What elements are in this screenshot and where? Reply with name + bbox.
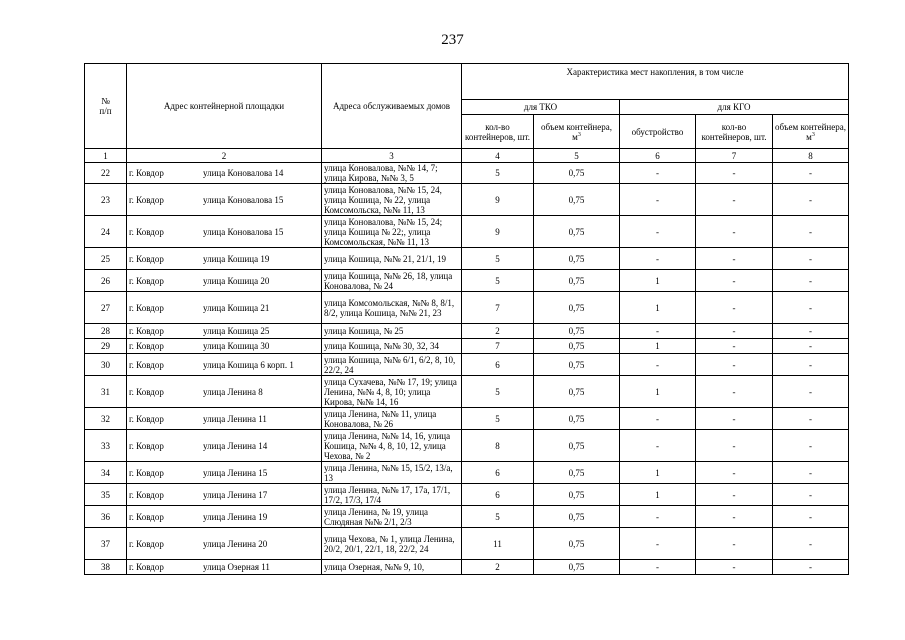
site-address: [127, 484, 322, 506]
site-address: [127, 216, 322, 248]
tko-count: 5: [462, 408, 534, 430]
container-sites-table: [84, 63, 849, 575]
kgo-count: -: [696, 292, 773, 324]
column-number: 3: [322, 149, 462, 163]
column-number: 4: [462, 149, 534, 163]
header-kgo-volume-unit: 3: [811, 131, 815, 138]
tko-volume: 0,75: [534, 354, 620, 376]
column-number: 8: [773, 149, 849, 163]
header-num-label: № п/п: [99, 96, 112, 116]
row-number: 27: [85, 292, 127, 324]
tko-count: 6: [462, 484, 534, 506]
site-address: [127, 339, 322, 354]
kgo-equipment: -: [620, 560, 696, 575]
kgo-volume: -: [773, 324, 849, 339]
tko-volume: 0,75: [534, 484, 620, 506]
site-city: г. Ковдор: [129, 253, 164, 264]
row-number: 36: [85, 506, 127, 528]
kgo-volume: -: [773, 248, 849, 270]
kgo-count: -: [696, 184, 773, 216]
kgo-volume: -: [773, 408, 849, 430]
site-address: [127, 163, 322, 184]
site-street: улица Кошица 6 корп. 1: [203, 359, 294, 370]
site-street: улица Кошица 21: [203, 302, 270, 313]
kgo-equipment: -: [620, 408, 696, 430]
kgo-equipment: -: [620, 216, 696, 248]
kgo-count: -: [696, 462, 773, 484]
tko-volume: 0,75: [534, 216, 620, 248]
header-tko-volume-unit: 3: [577, 131, 581, 138]
table-row: [85, 506, 849, 528]
table-row: [85, 528, 849, 560]
site-address: [127, 528, 322, 560]
kgo-equipment: 1: [620, 484, 696, 506]
column-numbers-row: [85, 149, 849, 163]
kgo-volume: -: [773, 430, 849, 462]
site-city: г. Ковдор: [129, 562, 164, 572]
tko-volume: 0,75: [534, 339, 620, 354]
site-address: [127, 506, 322, 528]
kgo-count: -: [696, 163, 773, 184]
kgo-volume: -: [773, 528, 849, 560]
kgo-equipment: -: [620, 354, 696, 376]
site-address: [127, 354, 322, 376]
served-houses: улица Ленина, №№ 15, 15/2, 13/а, 13: [322, 462, 462, 484]
header-tko-volume-label: объем контейнера, м: [541, 121, 612, 142]
table-row: [85, 484, 849, 506]
served-houses: улица Сухачева, №№ 17, 19; улица Ленина, №№ 4, 8, 10; улица Кирова, №№ 14, 16: [322, 376, 462, 408]
table-row: [85, 354, 849, 376]
row-number: 26: [85, 270, 127, 292]
served-houses: улица Коновалова, №№ 15, 24, улица Кошица, № 22, улица Комсомольска, №№ 11, 13: [322, 184, 462, 216]
kgo-count: -: [696, 506, 773, 528]
table-row: [85, 430, 849, 462]
table-row: [85, 184, 849, 216]
header-kgo-volume-label: объем контейнера, м: [775, 121, 846, 142]
kgo-count: -: [696, 408, 773, 430]
site-street: улица Коновалова 15: [203, 194, 284, 205]
kgo-volume: -: [773, 163, 849, 184]
row-number: 32: [85, 408, 127, 430]
site-city: г. Ковдор: [129, 440, 164, 451]
kgo-equipment: 1: [620, 376, 696, 408]
served-houses: улица Ленина, № 19, улица Слюдяная №№ 2/1, 2/3: [322, 506, 462, 528]
tko-count: 7: [462, 292, 534, 324]
site-street: улица Ленина 14: [203, 440, 268, 451]
tko-count: 9: [462, 184, 534, 216]
table-row: [85, 270, 849, 292]
site-address: [127, 430, 322, 462]
served-houses: улица Озерная, №№ 9, 10,: [322, 560, 462, 575]
header-tko-count: кол-во контейнеров, шт.: [462, 115, 534, 149]
kgo-count: -: [696, 354, 773, 376]
tko-volume: 0,75: [534, 560, 620, 575]
kgo-equipment: 1: [620, 292, 696, 324]
kgo-count: -: [696, 248, 773, 270]
page-number: 237: [441, 32, 464, 48]
site-street: улица Ленина 15: [203, 467, 268, 478]
table-row: [85, 408, 849, 430]
kgo-count: -: [696, 560, 773, 575]
site-street: улица Ленина 8: [203, 386, 263, 397]
kgo-count: -: [696, 528, 773, 560]
header-site-address: Адрес контейнерной площадки: [127, 64, 322, 149]
tko-volume: 0,75: [534, 430, 620, 462]
row-number: 29: [85, 339, 127, 354]
site-street: улица Кошица 30: [203, 341, 270, 351]
kgo-volume: -: [773, 506, 849, 528]
tko-count: 5: [462, 270, 534, 292]
tko-count: 7: [462, 339, 534, 354]
tko-volume: 0,75: [534, 528, 620, 560]
column-number: 5: [534, 149, 620, 163]
tko-count: 8: [462, 430, 534, 462]
site-city: г. Ковдор: [129, 538, 164, 549]
tko-volume: 0,75: [534, 506, 620, 528]
tko-count: 2: [462, 324, 534, 339]
served-houses: улица Кошица, № 25: [322, 324, 462, 339]
tko-volume: 0,75: [534, 462, 620, 484]
kgo-volume: -: [773, 184, 849, 216]
site-city: г. Ковдор: [129, 467, 164, 478]
kgo-volume: -: [773, 376, 849, 408]
row-number: 31: [85, 376, 127, 408]
row-number: 37: [85, 528, 127, 560]
row-number: 33: [85, 430, 127, 462]
tko-volume: 0,75: [534, 408, 620, 430]
kgo-equipment: -: [620, 248, 696, 270]
kgo-volume: -: [773, 354, 849, 376]
served-houses: улица Коновалова, №№ 15, 24; улица Кошица № 22;, улица Комсомольская, №№ 11, 13: [322, 216, 462, 248]
kgo-volume: -: [773, 462, 849, 484]
row-number: 38: [85, 560, 127, 575]
tko-count: 11: [462, 528, 534, 560]
served-houses: улица Ленина, №№ 17, 17а, 17/1, 17/2, 17/3, 17/4: [322, 484, 462, 506]
kgo-count: -: [696, 484, 773, 506]
site-street: улица Ленина 19: [203, 511, 268, 522]
site-city: г. Ковдор: [129, 275, 164, 286]
kgo-volume: -: [773, 339, 849, 354]
kgo-count: -: [696, 216, 773, 248]
table-row: [85, 376, 849, 408]
header-num: [85, 64, 127, 149]
kgo-count: -: [696, 324, 773, 339]
served-houses: улица Кошица, №№ 21, 21/1, 19: [322, 248, 462, 270]
site-address: [127, 248, 322, 270]
tko-volume: 0,75: [534, 270, 620, 292]
tko-volume: 0,75: [534, 324, 620, 339]
served-houses: улица Кошица, №№ 26, 18, улица Коновалова, № 24: [322, 270, 462, 292]
kgo-volume: -: [773, 560, 849, 575]
site-street: улица Кошица 25: [203, 326, 270, 336]
site-address: [127, 184, 322, 216]
kgo-equipment: -: [620, 506, 696, 528]
row-number: 30: [85, 354, 127, 376]
column-number: 1: [85, 149, 127, 163]
row-number: 34: [85, 462, 127, 484]
site-city: г. Ковдор: [129, 341, 164, 351]
site-street: улица Озерная 11: [203, 562, 270, 572]
row-number: 25: [85, 248, 127, 270]
tko-count: 5: [462, 248, 534, 270]
site-address: [127, 270, 322, 292]
table-row: [85, 462, 849, 484]
site-street: улица Кошица 20: [203, 275, 270, 286]
site-street: улица Кошица 19: [203, 253, 270, 264]
header-kgo: для КГО: [620, 100, 849, 115]
site-street: улица Коновалова 14: [203, 168, 284, 178]
kgo-equipment: -: [620, 430, 696, 462]
site-address: [127, 408, 322, 430]
site-street: улица Коновалова 15: [203, 226, 284, 237]
site-address: [127, 324, 322, 339]
kgo-volume: -: [773, 292, 849, 324]
kgo-volume: -: [773, 270, 849, 292]
header-kgo-count: кол-во контейнеров, шт.: [696, 115, 773, 149]
header-kgo-volume: [773, 115, 849, 149]
site-city: г. Ковдор: [129, 326, 164, 336]
site-address: [127, 376, 322, 408]
row-number: 22: [85, 163, 127, 184]
tko-count: 9: [462, 216, 534, 248]
kgo-count: -: [696, 270, 773, 292]
header-tko: для ТКО: [462, 100, 620, 115]
tko-count: 5: [462, 506, 534, 528]
tko-volume: 0,75: [534, 163, 620, 184]
kgo-equipment: -: [620, 528, 696, 560]
table-row: [85, 248, 849, 270]
table-row: [85, 560, 849, 575]
site-city: г. Ковдор: [129, 489, 164, 500]
tko-volume: 0,75: [534, 292, 620, 324]
tko-volume: 0,75: [534, 376, 620, 408]
header-characteristics: Характеристика мест накопления, в том числе: [462, 64, 849, 100]
kgo-count: -: [696, 376, 773, 408]
site-address: [127, 560, 322, 575]
table-row: [85, 324, 849, 339]
table-row: [85, 339, 849, 354]
header-kgo-equipment: обустройство: [620, 115, 696, 149]
tko-count: 5: [462, 376, 534, 408]
site-address: [127, 292, 322, 324]
site-city: г. Ковдор: [129, 511, 164, 522]
site-city: г. Ковдор: [129, 194, 164, 205]
tko-count: 6: [462, 462, 534, 484]
served-houses: улица Коновалова, №№ 14, 7; улица Кирова, №№ 3, 5: [322, 163, 462, 184]
kgo-count: -: [696, 339, 773, 354]
site-city: г. Ковдор: [129, 168, 164, 178]
table-row: [85, 216, 849, 248]
site-city: г. Ковдор: [129, 226, 164, 237]
served-houses: улица Ленина, №№ 11, улица Коновалова, № 26: [322, 408, 462, 430]
header-served-houses: Адреса обслуживаемых домов: [322, 64, 462, 149]
tko-volume: 0,75: [534, 248, 620, 270]
row-number: 24: [85, 216, 127, 248]
row-number: 23: [85, 184, 127, 216]
site-city: г. Ковдор: [129, 413, 164, 424]
site-address: [127, 462, 322, 484]
site-city: г. Ковдор: [129, 302, 164, 313]
table-row: [85, 292, 849, 324]
kgo-volume: -: [773, 216, 849, 248]
site-city: г. Ковдор: [129, 386, 164, 397]
header-tko-volume: [534, 115, 620, 149]
tko-count: 2: [462, 560, 534, 575]
kgo-equipment: 1: [620, 339, 696, 354]
site-city: г. Ковдор: [129, 359, 164, 370]
kgo-equipment: 1: [620, 462, 696, 484]
column-number: 7: [696, 149, 773, 163]
table-row: [85, 163, 849, 184]
row-number: 35: [85, 484, 127, 506]
site-street: улица Ленина 20: [203, 538, 268, 549]
column-number: 6: [620, 149, 696, 163]
kgo-volume: -: [773, 484, 849, 506]
kgo-count: -: [696, 430, 773, 462]
site-street: улица Ленина 17: [203, 489, 268, 500]
served-houses: улица Чехова, № 1, улица Ленина, 20/2, 20/1, 22/1, 18, 22/2, 24: [322, 528, 462, 560]
kgo-equipment: -: [620, 324, 696, 339]
kgo-equipment: 1: [620, 270, 696, 292]
tko-count: 5: [462, 163, 534, 184]
served-houses: улица Комсомольская, №№ 8, 8/1, 8/2, улица Кошица, №№ 21, 23: [322, 292, 462, 324]
tko-volume: 0,75: [534, 184, 620, 216]
tko-count: 6: [462, 354, 534, 376]
served-houses: улица Ленина, №№ 14, 16, улица Кошица, №№ 4, 8, 10, 12, улица Чехова, № 2: [322, 430, 462, 462]
kgo-equipment: -: [620, 163, 696, 184]
site-street: улица Ленина 11: [203, 413, 267, 424]
kgo-equipment: -: [620, 184, 696, 216]
column-number: 2: [127, 149, 322, 163]
row-number: 28: [85, 324, 127, 339]
served-houses: улица Кошица, №№ 30, 32, 34: [322, 339, 462, 354]
served-houses: улица Кошица, №№ 6/1, 6/2, 8, 10, 22/2, 24: [322, 354, 462, 376]
